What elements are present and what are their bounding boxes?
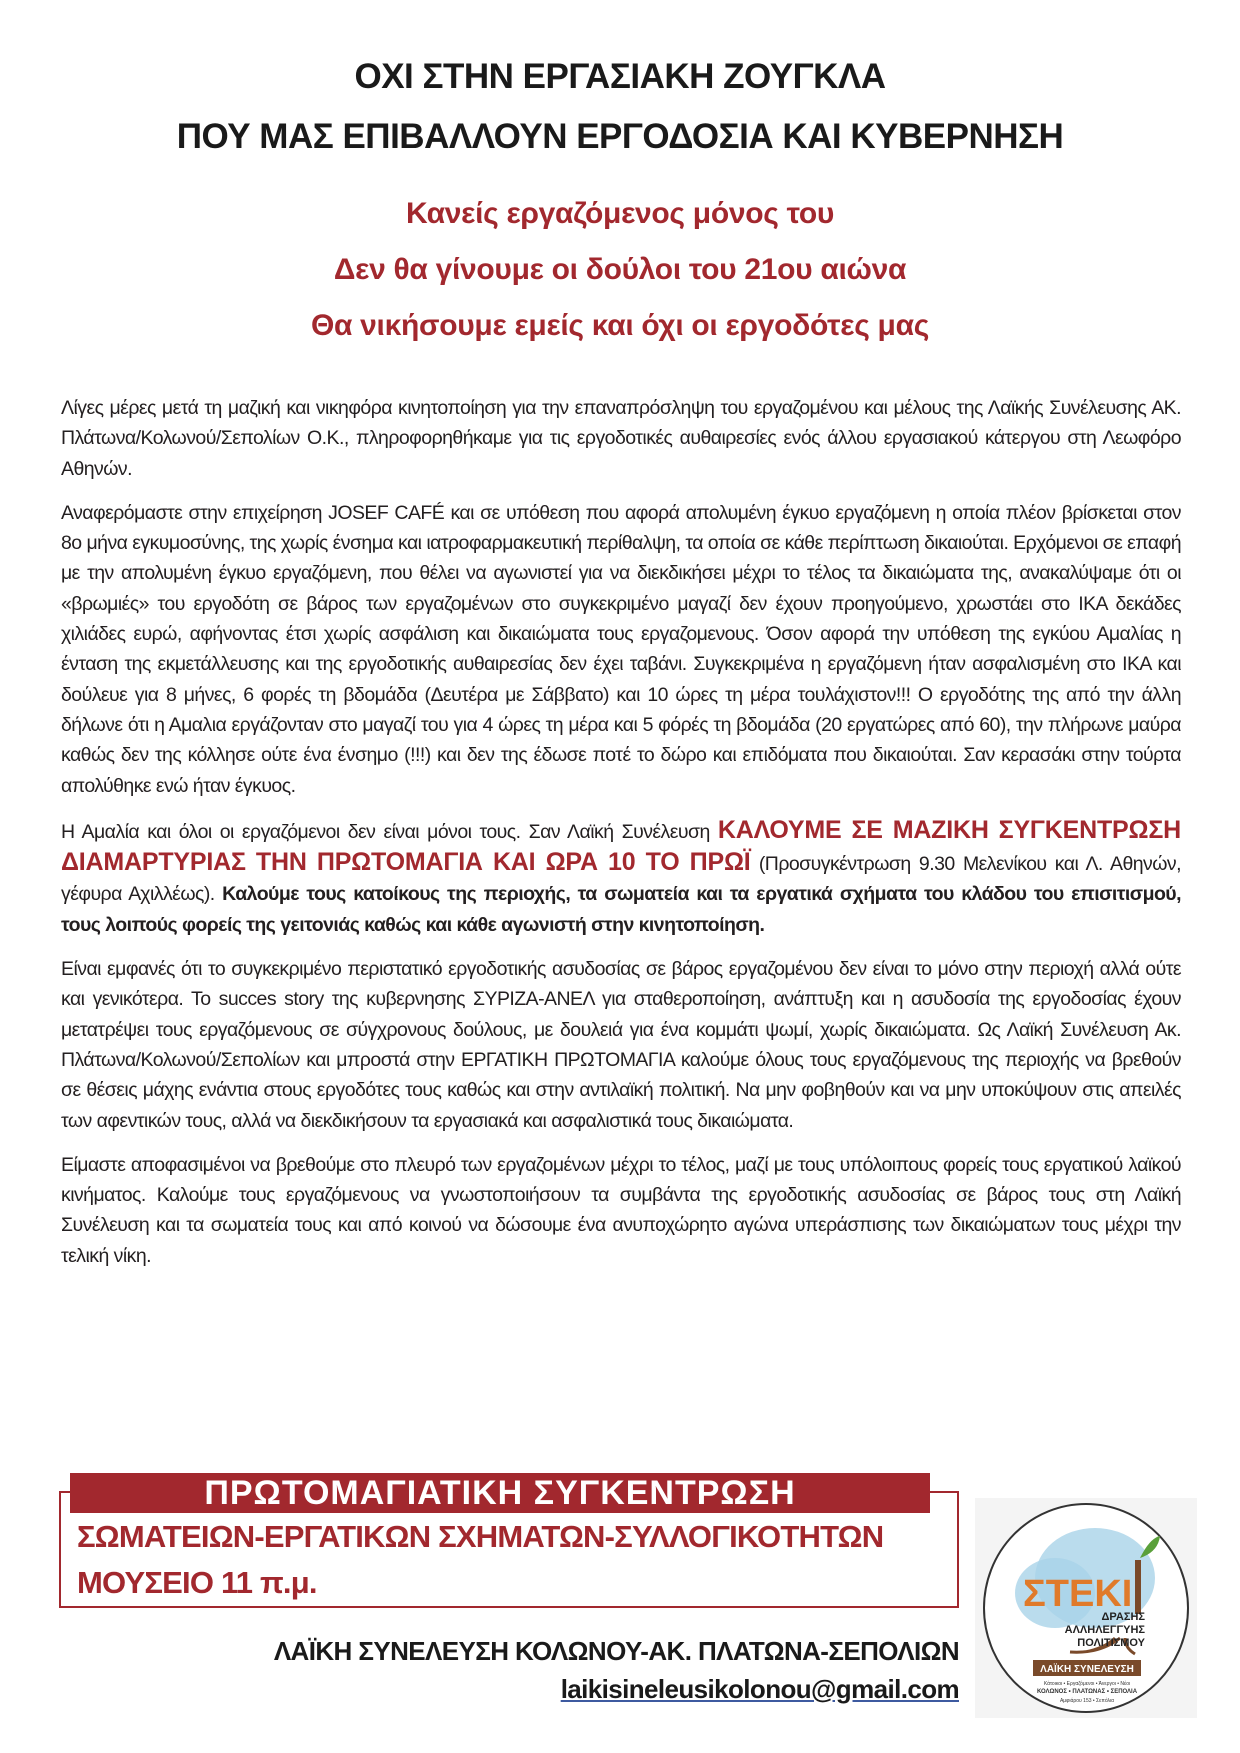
svg-text:ΔΡΑΣΗΣ: ΔΡΑΣΗΣ <box>1101 1611 1145 1623</box>
invitation: Καλούμε τους κατοίκους της περιοχής, τα σωματεία και τα εργατικά σχήματα του κλάδου του επισιτισμού, τους λοιπούς φορείς της γειτονιάς καθώς και κάθε αγωνιστή στην κινητοποίηση. <box>61 883 1181 936</box>
svg-text:ΑΛΛΗΛΕΓΓΥΗΣ: ΑΛΛΗΛΕΓΓΥΗΣ <box>1064 1624 1145 1636</box>
svg-text:Κάτοικοι • Εργαζόμενοι • Άνεργ: Κάτοικοι • Εργαζόμενοι • Άνεργοι • Νέοι <box>1043 1681 1131 1687</box>
main-title-line-2: ΠΟΥ ΜΑΣ ΕΠΙΒΑΛΛΟΥΝ ΕΡΓΟΔΟΣΙΑ ΚΑΙ ΚΥΒΕΡΝΗΣΗ <box>176 117 1064 156</box>
meeting-point: (Προσυγκέντρωση 9.30 Μελενίκου και Λ. Αθηνών, γέφυρα Αχιλλέως). <box>61 853 1181 906</box>
subtitle-line-1: Κανείς εργαζόμενος μόνος του <box>405 197 835 230</box>
main-title-line-1: ΟΧΙ ΣΤΗΝ ΕΡΓΑΣΙΑΚΗ ΖΟΥΓΚΛΑ <box>354 57 886 96</box>
steki-logo <box>975 1498 1197 1718</box>
logo-word: ΣΤΕΚΙ <box>1023 1573 1133 1615</box>
article-body <box>61 393 1181 1285</box>
svg-text:ΚΟΛΩΝΟΣ • ΠΛΑΤΩΝΑΣ • ΣΕΠΟΛΙΑ: ΚΟΛΩΝΟΣ • ΠΛΑΤΩΝΑΣ • ΣΕΠΟΛΙΑ <box>1036 1689 1138 1695</box>
paragraph-3-intro: Η Αμαλία και όλοι οι εργαζόμενοι δεν είναι μόνοι τους. Σαν Λαϊκή Συνέλευση <box>61 820 718 843</box>
subtitle-line-3: Θα νικήσουμε εμείς και όχι οι εργοδότες μας <box>310 309 930 342</box>
logo-emblem <box>975 1498 1197 1718</box>
subtitle-line-2: Δεν θα γίνουμε οι δούλοι του 21ου αιώνα <box>333 253 907 286</box>
svg-text:ΠΟΛΙΤΙΣΜΟΥ: ΠΟΛΙΤΙΣΜΟΥ <box>1077 1637 1145 1649</box>
paragraph-3 <box>61 815 1181 940</box>
paragraph-2: Αναφερόμαστε στην επιχείρηση JOSEF CAFÉ και σε υπόθεση που αφορά απολυμένη έγκυο εργαζόμενη η οποία πλέον βρίσκεται στον 8ο μήνα εγκυμοσύνης, της χωρίς ένσημα και ιατροφαρμακευτική περίθαλψη, τα οποία σε κάθε περίπτωση δικαιούται. Ερχόμενοι σε επαφή με την απολυμένη έγκυο εργαζόμενη, που θέλει να αγωνιστεί για να διεκδικήσει μέχρι το τέλος τα δικαιώματα της, ανακαλύψαμε ότι οι «βρωμιές» του εργοδότη σε βάρος των εργαζομένων στο συγκεκριμένο μαγαζί δεν έχουν προηγούμενο, χρωστάει στο ΙΚΑ δεκάδες χιλιάδες ευρώ, αφήνοντας έτσι χωρίς ασφάλιση και δικαιώματα τους εργαζομενους. Όσον αφορά την υπόθεση της εγκύου Αμαλίας η ένταση της εκμετάλλευσης και της εργοδοτικής αυθαιρεσίας δεν έχει ταβάνι. Συγκεκριμένα η εργαζόμενη ήταν ασφαλισμένη στο ΙΚΑ και δούλευε για 8 μήνες, 6 φορές τη βδομάδα (Δευτέρα με Σάββατο) και 10 ώρες τη μέρα τουλάχιστον!!! Ο εργοδότης της από την άλλη δήλωνε ότι η Αμαλια εργάζονταν στο μαγαζί του για 4 ώρες τη μέρα και 5 φόρές τη βδομάδα (20 εργατώρες από 60), την πλήρωνε μαύρα καθώς δεν της κόλλησε ούτε ένα ένσημο (!!!) και δεν της έδωσε ποτέ το δώρο και επιδόματα που δικαιούται. Σαν κερασάκι στην τούρτα απολύθηκε ενώ ήταν έγκυος. <box>61 501 1181 797</box>
svg-text:Αμφιάρου 153 • Σεπόλια: Αμφιάρου 153 • Σεπόλια <box>1059 1698 1115 1704</box>
event-heading: ΠΡΩΤΟΜΑΓΙΑΤΙΚΗ ΣΥΓΚΕΝΤΡΩΣΗ <box>70 1473 930 1513</box>
svg-text:ΛΑΪΚΗ ΣΥΝΕΛΕΥΣΗ: ΛΑΪΚΗ ΣΥΝΕΛΕΥΣΗ <box>1040 1664 1134 1675</box>
paragraph-1: Λίγες μέρες μετά τη μαζική και νικηφόρα κινητοποίηση για την επαναπρόσληψη του εργαζομένου και μέλους της Λαϊκής Συνέλευσης ΑΚ. Πλάτωνα/Κολωνού/Σεπολίων Ο.Κ., πληροφορηθήκαμε για τις εργοδοτικές αυθαιρεσίες ενός άλλου εργασιακού κάτεργου στη Λεωφόρο Αθηνών. <box>61 397 1181 480</box>
paragraph-4: Είναι εμφανές ότι το συγκεκριμένο περιστατικό εργοδοτικής ασυδοσίας σε βάρος εργαζομένου δεν είναι το μόνο στην περιοχή αλλά ούτε και γενικότερα. Το succes story της κυβερνησης ΣΥΡΙΖΑ-ΑΝΕΛ για σταθεροποίηση, ανάπτυξη και η ασυδοσία της εργοδοσίας έχουν μετατρέψει τους εργαζόμενους σε σύγχρονους δούλους, με δουλειά για ένα κομμάτι ψωμί, χωρίς δικαιώματα. Ως Λαϊκή Συνέλευση Ακ. Πλάτωνα/Κολωνού/Σεπολίων και μπροστά στην ΕΡΓΑΤΙΚΗ ΠΡΩΤΟΜΑΓΙΑ καλούμε όλους τους εργαζόμενους της περιοχής να βρεθούν σε θέσεις μάχης ενάντια στους εργοδότες τους καθώς και στην αντιλαϊκή πολιτική. Να μην φοβηθούν και να μην υποκύψουν στις απειλές των αφεντικών τους, αλλά να διεκδικήσουν τα εργασιακά και ασφαλιστικά τους δικαιώματα. <box>61 958 1181 1132</box>
protest-call: ΚΑΛΟΥΜΕ ΣΕ ΜΑΖΙΚΗ ΣΥΓΚΕΝΤΡΩΣΗ ΔΙΑΜΑΡΤΥΡΙΑΣ ΤΗΝ ΠΡΩΤΟΜΑΓΙΑ ΚΑΙ ΩΡΑ 10 ΤΟ ΠΡΩΪ <box>61 815 1181 877</box>
event-participants: ΣΩΜΑΤΕΙΩΝ-ΕΡΓΑΤΙΚΩΝ ΣΧΗΜΑΤΩΝ-ΣΥΛΛΟΓΙΚΟΤΗΤΩΝ <box>77 1519 884 1554</box>
email-link[interactable]: laikisineleusikolonou@gmail.com <box>560 1674 959 1704</box>
organization-name: ΛΑΪΚΗ ΣΥΝΕΛΕΥΣΗ ΚΟΛΩΝΟΥ-ΑΚ. ΠΛΑΤΩΝΑ-ΣΕΠΟΛΙΩΝ <box>273 1636 959 1666</box>
paragraph-5: Είμαστε αποφασιμένοι να βρεθούμε στο πλευρό των εργαζομένων μέχρι το τέλος, μαζί με τους υπόλοιπους φορείς τους εργατικού λαϊκού κινήματος. Καλούμε τους εργαζόμενους να γνωστοποιήσουν τα συμβάντα της εργοδοτικής ασυδοσίας σε βάρος τους στη Λαϊκή Συνέλευση και τα σωματεία τους και από κοινού να δώσουμε ένα ανυποχώρητο αγώνα υπεράσπισης των δικαιώματων τους μέχρι την τελική νίκη. <box>61 1153 1181 1267</box>
event-place-time: ΜΟΥΣΕΙΟ 11 π.μ. <box>77 1565 317 1600</box>
